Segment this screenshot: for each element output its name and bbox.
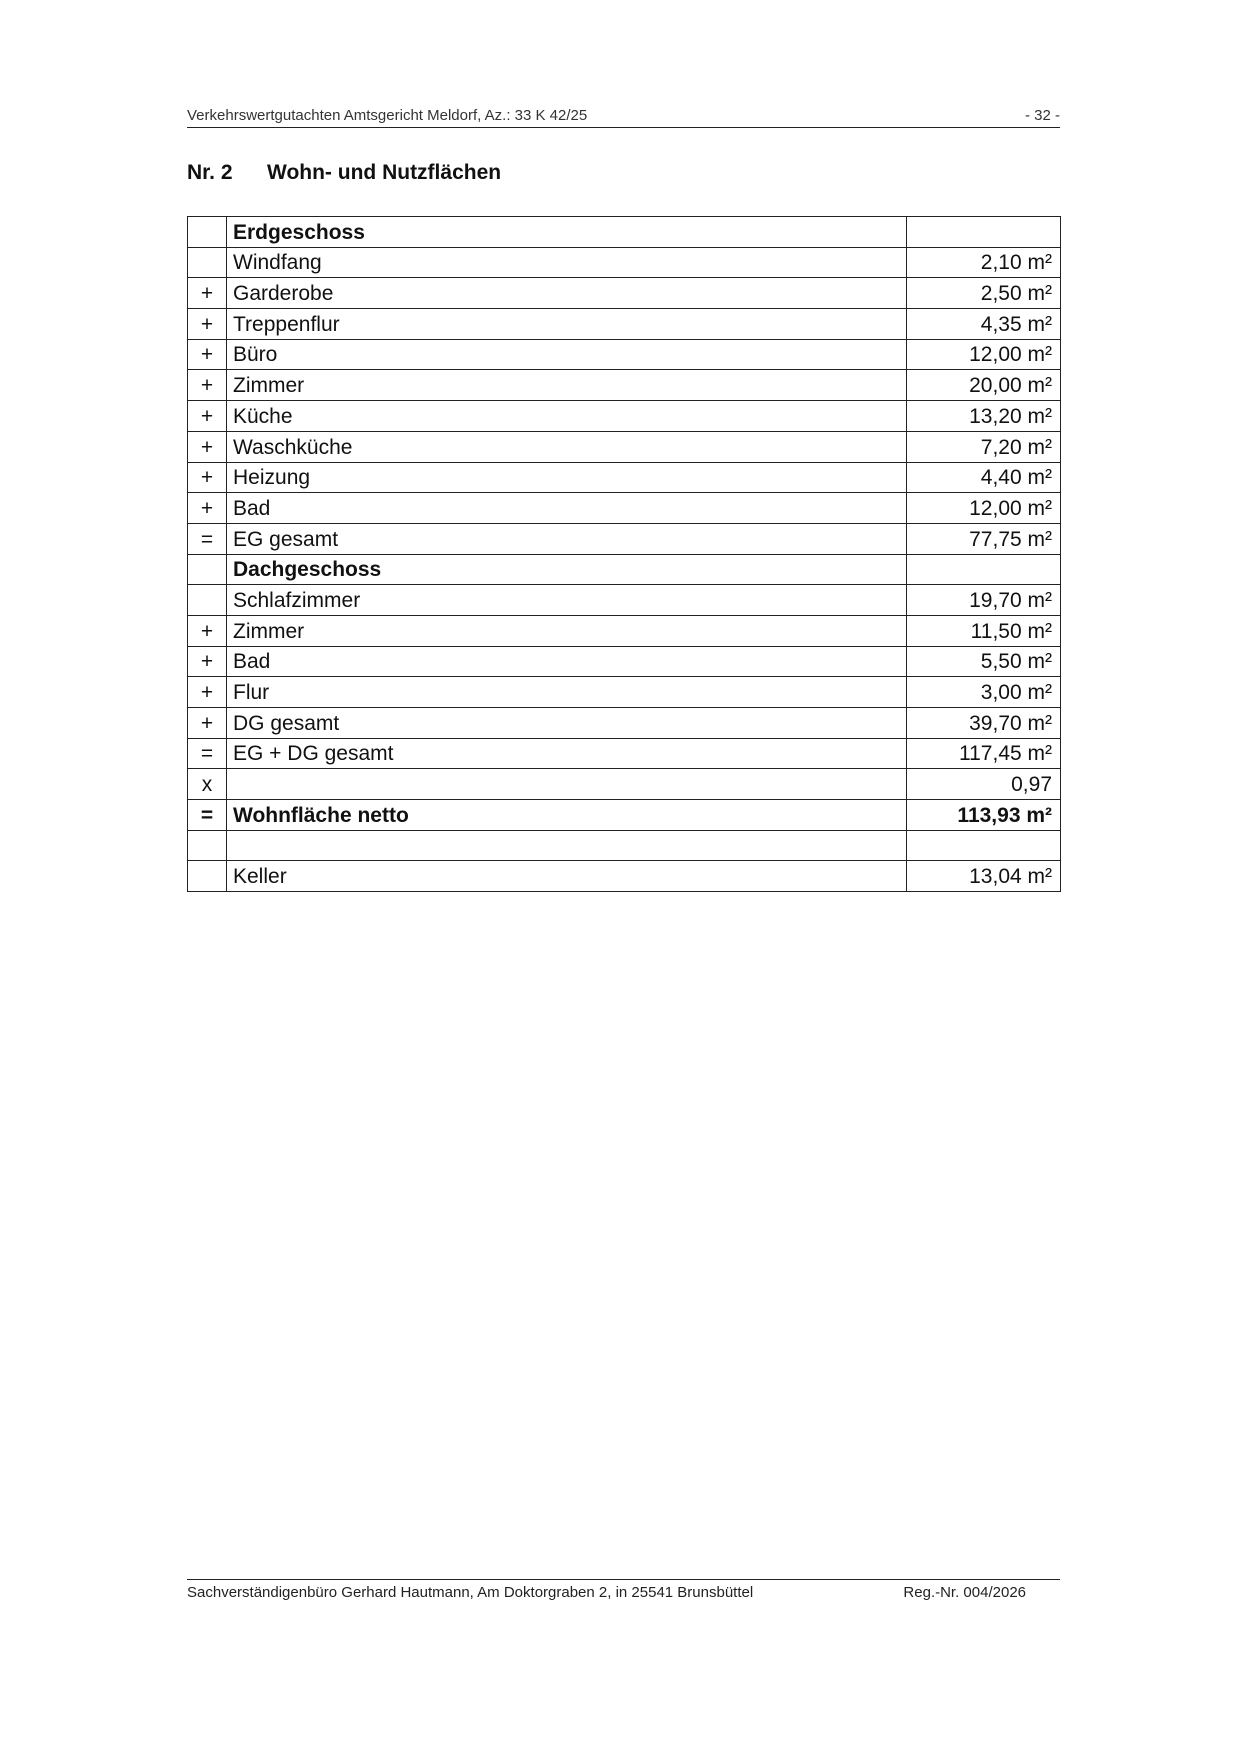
- table-row: [188, 217, 1061, 248]
- row-label: Zimmer: [227, 615, 907, 646]
- page-number: - 32 -: [1024, 107, 1060, 124]
- row-value: 117,45 m²: [907, 738, 1061, 769]
- table-row: [188, 830, 1061, 861]
- row-label: Wohnfläche netto: [227, 800, 907, 831]
- table-row: [188, 677, 1061, 708]
- row-value: 2,10 m²: [907, 247, 1061, 278]
- row-operator: [188, 830, 227, 861]
- table-row: [188, 370, 1061, 401]
- row-operator: +: [188, 339, 227, 370]
- row-operator: +: [188, 646, 227, 677]
- table-row: [188, 431, 1061, 462]
- row-value: 2,50 m²: [907, 278, 1061, 309]
- row-label: DG gesamt: [227, 708, 907, 739]
- footer-reg-number: Reg.-Nr. 004/2026: [903, 1584, 1026, 1601]
- table-row: [188, 493, 1061, 524]
- row-operator: +: [188, 708, 227, 739]
- row-value: 12,00 m²: [907, 493, 1061, 524]
- row-operator: +: [188, 401, 227, 432]
- row-label: Windfang: [227, 247, 907, 278]
- row-label: Heizung: [227, 462, 907, 493]
- row-operator: +: [188, 615, 227, 646]
- row-label: EG gesamt: [227, 523, 907, 554]
- area-table: [187, 216, 1061, 892]
- row-operator: =: [188, 800, 227, 831]
- row-operator: [188, 554, 227, 585]
- row-label: Büro: [227, 339, 907, 370]
- row-operator: [188, 861, 227, 892]
- row-value: 113,93 m²: [907, 800, 1061, 831]
- table-row: [188, 339, 1061, 370]
- row-label: [227, 769, 907, 800]
- footer-office: Sachverständigenbüro Gerhard Hautmann, Am Doktorgraben 2, in 25541 Brunsbüttel: [187, 1584, 754, 1601]
- row-value: 3,00 m²: [907, 677, 1061, 708]
- row-value: 77,75 m²: [907, 523, 1061, 554]
- row-value: 7,20 m²: [907, 431, 1061, 462]
- row-label: Treppenflur: [227, 309, 907, 340]
- table-row: [188, 462, 1061, 493]
- table-row: [188, 769, 1061, 800]
- row-value: 4,35 m²: [907, 309, 1061, 340]
- row-value: 12,00 m²: [907, 339, 1061, 370]
- row-operator: [188, 585, 227, 616]
- row-operator: +: [188, 278, 227, 309]
- row-label: Keller: [227, 861, 907, 892]
- row-value: [907, 217, 1061, 248]
- area-table-body: [188, 217, 1061, 892]
- table-row: [188, 585, 1061, 616]
- table-row: [188, 738, 1061, 769]
- table-row: [188, 861, 1061, 892]
- row-operator: [188, 217, 227, 248]
- row-operator: =: [188, 523, 227, 554]
- table-row: [188, 247, 1061, 278]
- row-label: Garderobe: [227, 278, 907, 309]
- section-heading: [187, 161, 501, 185]
- row-operator: +: [188, 493, 227, 524]
- row-operator: +: [188, 370, 227, 401]
- row-value: 20,00 m²: [907, 370, 1061, 401]
- page-header: [187, 105, 1060, 128]
- table-row: [188, 278, 1061, 309]
- row-label: Zimmer: [227, 370, 907, 401]
- row-value: 5,50 m²: [907, 646, 1061, 677]
- row-value: 19,70 m²: [907, 585, 1061, 616]
- row-label: Bad: [227, 493, 907, 524]
- row-operator: [188, 247, 227, 278]
- row-value: 13,04 m²: [907, 861, 1061, 892]
- row-value: 11,50 m²: [907, 615, 1061, 646]
- row-label: EG + DG gesamt: [227, 738, 907, 769]
- row-operator: =: [188, 738, 227, 769]
- row-label: Flur: [227, 677, 907, 708]
- row-value: 13,20 m²: [907, 401, 1061, 432]
- row-operator: +: [188, 462, 227, 493]
- row-label: Küche: [227, 401, 907, 432]
- row-label: Schlafzimmer: [227, 585, 907, 616]
- document-title: Verkehrswertgutachten Amtsgericht Meldorf, Az.: 33 K 42/25: [187, 107, 588, 124]
- row-operator: +: [188, 309, 227, 340]
- row-label: [227, 830, 907, 861]
- row-operator: x: [188, 769, 227, 800]
- section-number: Nr. 2: [187, 161, 233, 184]
- row-label: Waschküche: [227, 431, 907, 462]
- table-row: [188, 800, 1061, 831]
- table-row: [188, 309, 1061, 340]
- table-row: [188, 401, 1061, 432]
- row-label: Bad: [227, 646, 907, 677]
- table-row: [188, 615, 1061, 646]
- row-value: 0,97: [907, 769, 1061, 800]
- row-operator: +: [188, 677, 227, 708]
- table-row: [188, 523, 1061, 554]
- row-value: [907, 554, 1061, 585]
- row-operator: +: [188, 431, 227, 462]
- row-value: [907, 830, 1061, 861]
- row-label: Erdgeschoss: [227, 217, 907, 248]
- table-row: [188, 708, 1061, 739]
- row-value: 39,70 m²: [907, 708, 1061, 739]
- row-label: Dachgeschoss: [227, 554, 907, 585]
- table-row: [188, 554, 1061, 585]
- row-value: 4,40 m²: [907, 462, 1061, 493]
- section-title: Wohn- und Nutzflächen: [267, 161, 502, 184]
- page-footer: [187, 1579, 1060, 1601]
- table-row: [188, 646, 1061, 677]
